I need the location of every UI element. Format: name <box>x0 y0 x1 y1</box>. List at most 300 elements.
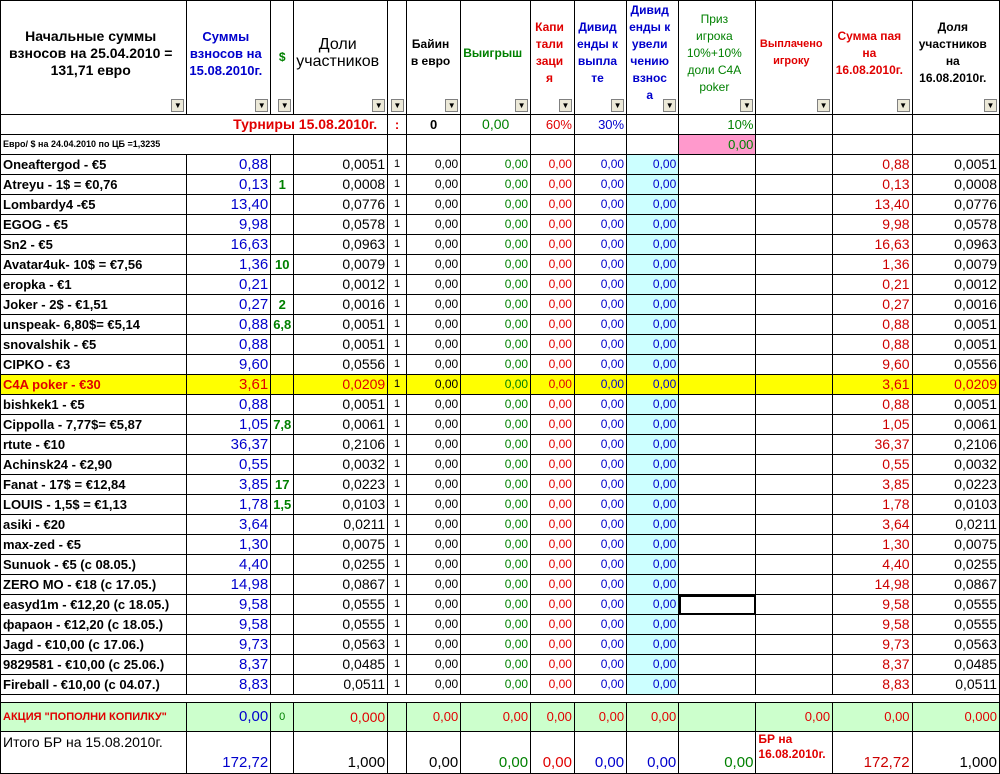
win-cell[interactable]: 0,00 <box>461 515 531 535</box>
win-cell[interactable]: 0,00 <box>461 195 531 215</box>
prize-cell[interactable] <box>679 515 756 535</box>
final-share[interactable]: 0,2106 <box>912 435 999 455</box>
cap-cell[interactable]: 0,00 <box>531 615 575 635</box>
contribution-sum[interactable]: 9,58 <box>187 615 271 635</box>
count-cell[interactable]: 1 <box>388 235 407 255</box>
div-cell[interactable]: 0,00 <box>574 355 626 375</box>
prize-cell[interactable] <box>679 415 756 435</box>
usd-amount[interactable] <box>271 615 294 635</box>
pay-sum[interactable]: 8,83 <box>833 675 912 695</box>
usd-amount[interactable]: 2 <box>271 295 294 315</box>
win-cell[interactable]: 0,00 <box>461 295 531 315</box>
count-cell[interactable]: 1 <box>388 615 407 635</box>
div-cell[interactable]: 0,00 <box>574 215 626 235</box>
participant-share[interactable]: 0,0555 <box>294 615 388 635</box>
participant-name[interactable]: bishkek1 - €5 <box>1 395 187 415</box>
div-cell[interactable]: 0,00 <box>574 475 626 495</box>
paid-cell[interactable] <box>756 635 833 655</box>
usd-amount[interactable] <box>271 595 294 615</box>
buyin-cell[interactable]: 0,00 <box>406 675 460 695</box>
usd-amount[interactable] <box>271 655 294 675</box>
win-cell[interactable]: 0,00 <box>461 275 531 295</box>
pay-sum[interactable]: 0,88 <box>833 395 912 415</box>
paid-cell[interactable] <box>756 575 833 595</box>
usd-amount[interactable]: 7,8 <box>271 415 294 435</box>
participant-name[interactable]: unspeak- 6,80$= €5,14 <box>1 315 187 335</box>
final-share[interactable]: 0,0012 <box>912 275 999 295</box>
count-cell[interactable]: 1 <box>388 555 407 575</box>
cap-cell[interactable]: 0,00 <box>531 435 575 455</box>
contribution-sum[interactable]: 4,40 <box>187 555 271 575</box>
paid-cell[interactable] <box>756 455 833 475</box>
count-cell[interactable]: 1 <box>388 455 407 475</box>
usd-amount[interactable] <box>271 575 294 595</box>
usd-amount[interactable] <box>271 535 294 555</box>
usd-amount[interactable]: 10 <box>271 255 294 275</box>
pay-sum[interactable]: 0,55 <box>833 455 912 475</box>
contribution-sum[interactable]: 0,88 <box>187 335 271 355</box>
div-cell[interactable]: 0,00 <box>574 635 626 655</box>
pay-sum[interactable]: 1,78 <box>833 495 912 515</box>
final-share[interactable]: 0,0075 <box>912 535 999 555</box>
div-cell[interactable]: 0,00 <box>574 555 626 575</box>
contribution-sum[interactable]: 9,98 <box>187 215 271 235</box>
prize-cell[interactable] <box>679 655 756 675</box>
win-cell[interactable]: 0,00 <box>461 415 531 435</box>
final-share[interactable]: 0,0776 <box>912 195 999 215</box>
usd-amount[interactable] <box>271 155 294 175</box>
buyin-cell[interactable]: 0,00 <box>406 255 460 275</box>
paid-cell[interactable] <box>756 655 833 675</box>
final-share[interactable]: 0,0103 <box>912 495 999 515</box>
cap-cell[interactable]: 0,00 <box>531 635 575 655</box>
div-cell[interactable]: 0,00 <box>574 655 626 675</box>
paid-cell[interactable] <box>756 255 833 275</box>
buyin-cell[interactable]: 0,00 <box>406 535 460 555</box>
div-inc-cell[interactable]: 0,00 <box>627 335 679 355</box>
div-cell[interactable]: 0,00 <box>574 275 626 295</box>
win-cell[interactable]: 0,00 <box>461 475 531 495</box>
div-inc-cell[interactable]: 0,00 <box>627 495 679 515</box>
prize-cell[interactable] <box>679 455 756 475</box>
participant-name[interactable]: фараон - €12,20 (с 18.05.) <box>1 615 187 635</box>
count-cell[interactable]: 1 <box>388 635 407 655</box>
cap-cell[interactable]: 0,00 <box>531 255 575 275</box>
final-share[interactable]: 0,0051 <box>912 315 999 335</box>
participant-share[interactable]: 0,0061 <box>294 415 388 435</box>
participant-share[interactable]: 0,0255 <box>294 555 388 575</box>
final-share[interactable]: 0,0555 <box>912 615 999 635</box>
contribution-sum[interactable]: 3,64 <box>187 515 271 535</box>
win-cell[interactable]: 0,00 <box>461 555 531 575</box>
prize-cell[interactable] <box>679 155 756 175</box>
div-inc-cell[interactable]: 0,00 <box>627 355 679 375</box>
usd-amount[interactable] <box>271 215 294 235</box>
cap-cell[interactable]: 0,00 <box>531 175 575 195</box>
paid-cell[interactable] <box>756 355 833 375</box>
filter-dropdown-icon[interactable]: ▼ <box>559 99 572 112</box>
prize-cell[interactable] <box>679 195 756 215</box>
div-inc-cell[interactable]: 0,00 <box>627 175 679 195</box>
div-inc-cell[interactable]: 0,00 <box>627 315 679 335</box>
buyin-cell[interactable]: 0,00 <box>406 455 460 475</box>
win-cell[interactable]: 0,00 <box>461 335 531 355</box>
usd-amount[interactable] <box>271 235 294 255</box>
final-share[interactable]: 0,0563 <box>912 635 999 655</box>
usd-amount[interactable]: 17 <box>271 475 294 495</box>
filter-dropdown-icon[interactable]: ▼ <box>984 99 997 112</box>
div-inc-cell[interactable]: 0,00 <box>627 595 679 615</box>
pay-sum[interactable]: 9,98 <box>833 215 912 235</box>
div-inc-cell[interactable]: 0,00 <box>627 675 679 695</box>
participant-name[interactable]: C4A poker - €30 <box>1 375 187 395</box>
paid-cell[interactable] <box>756 335 833 355</box>
count-cell[interactable]: 1 <box>388 475 407 495</box>
participant-name[interactable]: ZERO MO - €18 (с 17.05.) <box>1 575 187 595</box>
buyin-cell[interactable]: 0,00 <box>406 215 460 235</box>
prize-cell[interactable] <box>679 535 756 555</box>
div-cell[interactable]: 0,00 <box>574 515 626 535</box>
participant-name[interactable]: Oneaftergod - €5 <box>1 155 187 175</box>
count-cell[interactable]: 1 <box>388 375 407 395</box>
filter-dropdown-icon[interactable]: ▼ <box>445 99 458 112</box>
cap-cell[interactable]: 0,00 <box>531 515 575 535</box>
contribution-sum[interactable]: 1,05 <box>187 415 271 435</box>
count-cell[interactable]: 1 <box>388 175 407 195</box>
usd-amount[interactable] <box>271 375 294 395</box>
participant-name[interactable]: CIPKO - €3 <box>1 355 187 375</box>
cap-cell[interactable]: 0,00 <box>531 275 575 295</box>
div-cell[interactable]: 0,00 <box>574 675 626 695</box>
count-cell[interactable]: 1 <box>388 255 407 275</box>
cap-cell[interactable]: 0,00 <box>531 395 575 415</box>
participant-share[interactable]: 0,0511 <box>294 675 388 695</box>
count-cell[interactable]: 1 <box>388 575 407 595</box>
buyin-cell[interactable]: 0,00 <box>406 355 460 375</box>
contribution-sum[interactable]: 8,37 <box>187 655 271 675</box>
contribution-sum[interactable]: 0,13 <box>187 175 271 195</box>
final-share[interactable]: 0,0255 <box>912 555 999 575</box>
prize-cell[interactable] <box>679 495 756 515</box>
participant-name[interactable]: Cippolla - 7,77$= €5,87 <box>1 415 187 435</box>
paid-cell[interactable] <box>756 295 833 315</box>
contribution-sum[interactable]: 1,30 <box>187 535 271 555</box>
usd-amount[interactable] <box>271 335 294 355</box>
cap-cell[interactable]: 0,00 <box>531 475 575 495</box>
div-inc-cell[interactable]: 0,00 <box>627 515 679 535</box>
participant-share[interactable]: 0,0075 <box>294 535 388 555</box>
usd-amount[interactable]: 1,5 <box>271 495 294 515</box>
cap-cell[interactable]: 0,00 <box>531 535 575 555</box>
usd-amount[interactable]: 6,8 <box>271 315 294 335</box>
win-cell[interactable]: 0,00 <box>461 595 531 615</box>
participant-share[interactable]: 0,0051 <box>294 155 388 175</box>
win-cell[interactable]: 0,00 <box>461 495 531 515</box>
participant-share[interactable]: 0,0209 <box>294 375 388 395</box>
count-cell[interactable]: 1 <box>388 335 407 355</box>
buyin-cell[interactable]: 0,00 <box>406 415 460 435</box>
prize-cell[interactable] <box>679 175 756 195</box>
prize-cell[interactable] <box>679 235 756 255</box>
contribution-sum[interactable]: 1,78 <box>187 495 271 515</box>
div-cell[interactable]: 0,00 <box>574 435 626 455</box>
filter-dropdown-icon[interactable]: ▼ <box>897 99 910 112</box>
usd-amount[interactable] <box>271 515 294 535</box>
win-cell[interactable]: 0,00 <box>461 535 531 555</box>
usd-amount[interactable] <box>271 635 294 655</box>
participant-name[interactable]: snovalshik - €5 <box>1 335 187 355</box>
filter-dropdown-icon[interactable]: ▼ <box>171 99 184 112</box>
final-share[interactable]: 0,0578 <box>912 215 999 235</box>
contribution-sum[interactable]: 3,85 <box>187 475 271 495</box>
div-inc-cell[interactable]: 0,00 <box>627 635 679 655</box>
win-cell[interactable]: 0,00 <box>461 215 531 235</box>
buyin-cell[interactable]: 0,00 <box>406 335 460 355</box>
buyin-cell[interactable]: 0,00 <box>406 435 460 455</box>
filter-dropdown-icon[interactable]: ▼ <box>278 99 291 112</box>
paid-cell[interactable] <box>756 315 833 335</box>
div-inc-cell[interactable]: 0,00 <box>627 435 679 455</box>
div-inc-cell[interactable]: 0,00 <box>627 275 679 295</box>
final-share[interactable]: 0,0061 <box>912 415 999 435</box>
div-inc-cell[interactable]: 0,00 <box>627 535 679 555</box>
div-inc-cell[interactable]: 0,00 <box>627 615 679 635</box>
usd-amount[interactable] <box>271 455 294 475</box>
div-cell[interactable]: 0,00 <box>574 615 626 635</box>
usd-amount[interactable] <box>271 555 294 575</box>
div-cell[interactable]: 0,00 <box>574 335 626 355</box>
count-cell[interactable]: 1 <box>388 395 407 415</box>
count-cell[interactable]: 1 <box>388 195 407 215</box>
pay-sum[interactable]: 4,40 <box>833 555 912 575</box>
pay-sum[interactable]: 9,58 <box>833 615 912 635</box>
filter-dropdown-icon[interactable]: ▼ <box>817 99 830 112</box>
div-cell[interactable]: 0,00 <box>574 495 626 515</box>
prize-cell[interactable] <box>679 375 756 395</box>
filter-dropdown-icon[interactable]: ▼ <box>255 99 268 112</box>
cap-cell[interactable]: 0,00 <box>531 555 575 575</box>
cap-cell[interactable]: 0,00 <box>531 155 575 175</box>
tournament-buyin[interactable]: 0 <box>406 115 460 135</box>
final-share[interactable]: 0,0051 <box>912 395 999 415</box>
final-share[interactable]: 0,0079 <box>912 255 999 275</box>
contribution-sum[interactable]: 0,88 <box>187 395 271 415</box>
cap-cell[interactable]: 0,00 <box>531 655 575 675</box>
pay-sum[interactable]: 3,61 <box>833 375 912 395</box>
paid-cell[interactable] <box>756 535 833 555</box>
buyin-cell[interactable]: 0,00 <box>406 655 460 675</box>
participant-share[interactable]: 0,0051 <box>294 335 388 355</box>
prize-cell[interactable] <box>679 575 756 595</box>
buyin-cell[interactable]: 0,00 <box>406 635 460 655</box>
prize-cell[interactable] <box>679 395 756 415</box>
buyin-cell[interactable]: 0,00 <box>406 315 460 335</box>
pay-sum[interactable]: 0,88 <box>833 335 912 355</box>
participant-name[interactable]: EGOG - €5 <box>1 215 187 235</box>
participant-share[interactable]: 0,0485 <box>294 655 388 675</box>
pay-sum[interactable]: 1,30 <box>833 535 912 555</box>
paid-cell[interactable] <box>756 215 833 235</box>
div-inc-cell[interactable]: 0,00 <box>627 655 679 675</box>
participant-share[interactable]: 0,0079 <box>294 255 388 275</box>
pay-sum[interactable]: 0,88 <box>833 155 912 175</box>
participant-share[interactable]: 0,0008 <box>294 175 388 195</box>
win-cell[interactable]: 0,00 <box>461 575 531 595</box>
paid-cell[interactable] <box>756 275 833 295</box>
cap-cell[interactable]: 0,00 <box>531 235 575 255</box>
pay-sum[interactable]: 0,88 <box>833 315 912 335</box>
prize-cell[interactable] <box>679 555 756 575</box>
contribution-sum[interactable]: 14,98 <box>187 575 271 595</box>
participant-name[interactable]: Jagd - €10,00 (с 17.06.) <box>1 635 187 655</box>
cap-cell[interactable]: 0,00 <box>531 375 575 395</box>
cap-cell[interactable]: 0,00 <box>531 295 575 315</box>
pay-sum[interactable]: 14,98 <box>833 575 912 595</box>
contribution-sum[interactable]: 0,88 <box>187 155 271 175</box>
contribution-sum[interactable]: 8,83 <box>187 675 271 695</box>
participant-share[interactable]: 0,0012 <box>294 275 388 295</box>
contribution-sum[interactable]: 0,21 <box>187 275 271 295</box>
usd-amount[interactable]: 1 <box>271 175 294 195</box>
buyin-cell[interactable]: 0,00 <box>406 515 460 535</box>
pay-sum[interactable]: 1,36 <box>833 255 912 275</box>
win-cell[interactable]: 0,00 <box>461 615 531 635</box>
buyin-cell[interactable]: 0,00 <box>406 195 460 215</box>
tournament-win[interactable]: 0,00 <box>461 115 531 135</box>
win-cell[interactable]: 0,00 <box>461 315 531 335</box>
usd-amount[interactable] <box>271 275 294 295</box>
prize-cell[interactable] <box>679 355 756 375</box>
win-cell[interactable]: 0,00 <box>461 655 531 675</box>
paid-cell[interactable] <box>756 155 833 175</box>
participant-share[interactable]: 0,0563 <box>294 635 388 655</box>
filter-dropdown-icon[interactable]: ▼ <box>391 99 404 112</box>
count-cell[interactable]: 1 <box>388 275 407 295</box>
usd-amount[interactable] <box>271 195 294 215</box>
count-cell[interactable]: 1 <box>388 155 407 175</box>
filter-dropdown-icon[interactable]: ▼ <box>740 99 753 112</box>
pay-sum[interactable]: 0,27 <box>833 295 912 315</box>
paid-cell[interactable] <box>756 495 833 515</box>
contribution-sum[interactable]: 0,55 <box>187 455 271 475</box>
div-cell[interactable]: 0,00 <box>574 195 626 215</box>
div-inc-cell[interactable]: 0,00 <box>627 235 679 255</box>
buyin-cell[interactable]: 0,00 <box>406 395 460 415</box>
final-share[interactable]: 0,0209 <box>912 375 999 395</box>
prize-cell[interactable] <box>679 295 756 315</box>
participant-share[interactable]: 0,0051 <box>294 395 388 415</box>
participant-name[interactable]: asiki - €20 <box>1 515 187 535</box>
win-cell[interactable]: 0,00 <box>461 155 531 175</box>
prize-cell[interactable] <box>679 435 756 455</box>
count-cell[interactable]: 1 <box>388 295 407 315</box>
participant-name[interactable]: Fanat - 17$ = €12,84 <box>1 475 187 495</box>
div-inc-cell[interactable]: 0,00 <box>627 215 679 235</box>
participant-share[interactable]: 0,0016 <box>294 295 388 315</box>
contribution-sum[interactable]: 9,73 <box>187 635 271 655</box>
div-cell[interactable]: 0,00 <box>574 535 626 555</box>
div-cell[interactable]: 0,00 <box>574 415 626 435</box>
count-cell[interactable]: 1 <box>388 435 407 455</box>
div-inc-cell[interactable]: 0,00 <box>627 395 679 415</box>
count-cell[interactable]: 1 <box>388 675 407 695</box>
div-inc-cell[interactable]: 0,00 <box>627 415 679 435</box>
contribution-sum[interactable]: 9,60 <box>187 355 271 375</box>
pay-sum[interactable]: 9,73 <box>833 635 912 655</box>
filter-dropdown-icon[interactable]: ▼ <box>372 99 385 112</box>
final-share[interactable]: 0,0016 <box>912 295 999 315</box>
count-cell[interactable]: 1 <box>388 595 407 615</box>
buyin-cell[interactable]: 0,00 <box>406 575 460 595</box>
win-cell[interactable]: 0,00 <box>461 355 531 375</box>
contribution-sum[interactable]: 9,58 <box>187 595 271 615</box>
participant-name[interactable]: Lombardy4 -€5 <box>1 195 187 215</box>
paid-cell[interactable] <box>756 555 833 575</box>
final-share[interactable]: 0,0051 <box>912 155 999 175</box>
participant-name[interactable]: Joker - 2$ - €1,51 <box>1 295 187 315</box>
paid-cell[interactable] <box>756 395 833 415</box>
participant-share[interactable]: 0,0051 <box>294 315 388 335</box>
prize-cell[interactable] <box>679 595 756 615</box>
cap-cell[interactable]: 0,00 <box>531 215 575 235</box>
filter-dropdown-icon[interactable]: ▼ <box>515 99 528 112</box>
pay-sum[interactable]: 13,40 <box>833 195 912 215</box>
count-cell[interactable]: 1 <box>388 315 407 335</box>
participant-share[interactable]: 0,0556 <box>294 355 388 375</box>
final-share[interactable]: 0,0963 <box>912 235 999 255</box>
prize-cell[interactable] <box>679 215 756 235</box>
participant-name[interactable]: Fireball - €10,00 (с 04.07.) <box>1 675 187 695</box>
win-cell[interactable]: 0,00 <box>461 175 531 195</box>
count-cell[interactable]: 1 <box>388 515 407 535</box>
count-cell[interactable]: 1 <box>388 495 407 515</box>
paid-cell[interactable] <box>756 675 833 695</box>
buyin-cell[interactable]: 0,00 <box>406 555 460 575</box>
paid-cell[interactable] <box>756 435 833 455</box>
pay-sum[interactable]: 1,05 <box>833 415 912 435</box>
prize-cell[interactable] <box>679 475 756 495</box>
pay-sum[interactable]: 9,60 <box>833 355 912 375</box>
count-cell[interactable]: 1 <box>388 355 407 375</box>
div-inc-cell[interactable]: 0,00 <box>627 295 679 315</box>
div-inc-cell[interactable]: 0,00 <box>627 375 679 395</box>
prize-cell[interactable] <box>679 335 756 355</box>
contribution-sum[interactable]: 0,27 <box>187 295 271 315</box>
buyin-cell[interactable]: 0,00 <box>406 495 460 515</box>
final-share[interactable]: 0,0032 <box>912 455 999 475</box>
cap-cell[interactable]: 0,00 <box>531 315 575 335</box>
paid-cell[interactable] <box>756 375 833 395</box>
cap-cell[interactable]: 0,00 <box>531 495 575 515</box>
participant-name[interactable]: Achinsk24 - €2,90 <box>1 455 187 475</box>
win-cell[interactable]: 0,00 <box>461 255 531 275</box>
usd-amount[interactable] <box>271 435 294 455</box>
participant-name[interactable]: max-zed - €5 <box>1 535 187 555</box>
usd-amount[interactable] <box>271 355 294 375</box>
cap-cell[interactable]: 0,00 <box>531 415 575 435</box>
count-cell[interactable]: 1 <box>388 215 407 235</box>
participant-share[interactable]: 0,0963 <box>294 235 388 255</box>
paid-cell[interactable] <box>756 195 833 215</box>
participant-name[interactable]: Sunuok - €5 (с 08.05.) <box>1 555 187 575</box>
win-cell[interactable]: 0,00 <box>461 395 531 415</box>
participant-name[interactable]: Sn2 - €5 <box>1 235 187 255</box>
paid-cell[interactable] <box>756 175 833 195</box>
final-share[interactable]: 0,0223 <box>912 475 999 495</box>
final-share[interactable]: 0,0211 <box>912 515 999 535</box>
div-inc-cell[interactable]: 0,00 <box>627 555 679 575</box>
count-cell[interactable]: 1 <box>388 415 407 435</box>
